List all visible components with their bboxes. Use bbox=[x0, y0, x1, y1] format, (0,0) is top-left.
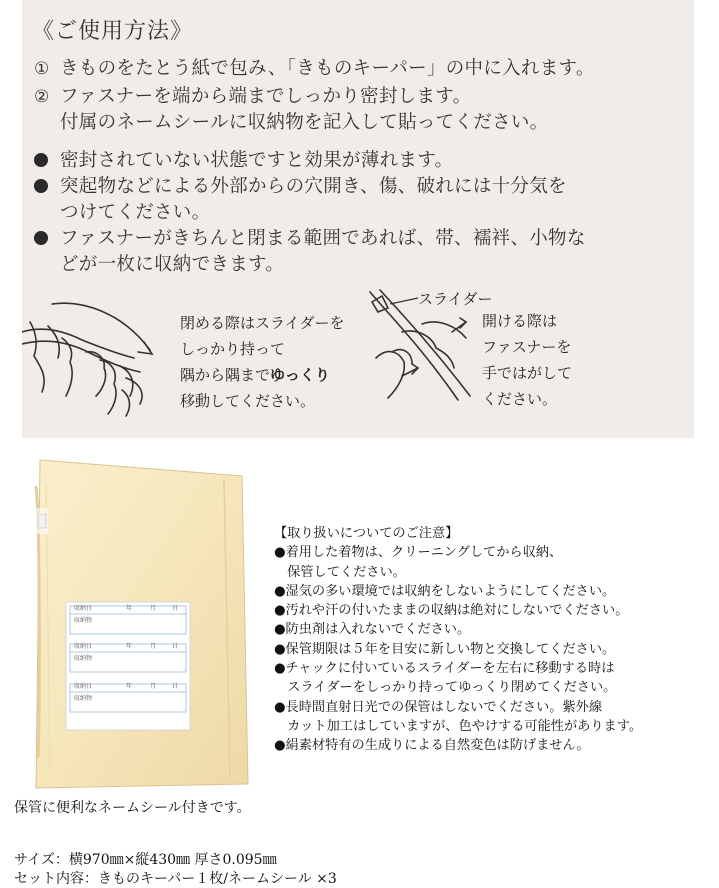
usage-title: 《ご使用方法》 bbox=[32, 19, 194, 44]
sticker-1-month: 月 bbox=[150, 605, 157, 612]
notice-line: 保管してください。 bbox=[274, 564, 406, 580]
bullet-1 bbox=[34, 146, 453, 172]
open-instructions bbox=[482, 308, 572, 412]
bullet-dot bbox=[34, 179, 48, 193]
sticker-3-year: 年 bbox=[126, 683, 133, 690]
step-2-cont: 付属のネームシールに収納物を記入して貼ってください。 bbox=[60, 112, 549, 133]
open-line-3: 手ではがして bbox=[482, 364, 573, 382]
notice-line: ●着用した着物は、クリーニングしてから収納、 bbox=[274, 545, 563, 561]
open-line-2: ファスナーを bbox=[482, 338, 572, 356]
sticker-3-day: 日 bbox=[172, 683, 179, 690]
open-line-4: ください。 bbox=[482, 390, 558, 408]
open-line-1: 開ける際は bbox=[482, 312, 558, 330]
sticker-2-item-label: 収納物 bbox=[74, 655, 93, 662]
notice-title: 【取り扱いについてのご注意】 bbox=[274, 526, 459, 541]
slider-label: スライダー bbox=[418, 290, 493, 308]
bullet-dot bbox=[34, 153, 48, 167]
bullet-1-text: 密封されていない状態ですと効果が薄れます。 bbox=[60, 150, 454, 171]
sticker-1-day: 日 bbox=[172, 605, 179, 612]
close-instructions bbox=[180, 310, 345, 414]
sticker-1-year: 年 bbox=[126, 605, 133, 612]
step-2-num: ② bbox=[34, 87, 50, 107]
notice-line: ●湿気の多い環境では収納をしないようにしてください。 bbox=[274, 583, 616, 599]
notice-line: ●チャックに付いているスライダーを左右に移動する時は bbox=[274, 661, 615, 677]
close-line-4: 移動してください。 bbox=[180, 392, 316, 410]
step-2-text: ファスナーを端から端までしっかり密封します。 bbox=[60, 86, 472, 107]
notice-line: カット加工はしていますが、色やけする可能性があります。 bbox=[274, 718, 643, 734]
sticker-2-year: 年 bbox=[126, 643, 133, 650]
sticker-1-item-label: 収納物 bbox=[74, 617, 93, 624]
sticker-2-date-label: 収納日 bbox=[74, 643, 93, 650]
close-line-2: しっかり持って bbox=[180, 340, 286, 358]
notice-line: スライダーをしっかり持ってゆっくり閉めてください。 bbox=[274, 680, 617, 696]
notice-line: ●防虫剤は入れないでください。 bbox=[274, 622, 471, 638]
close-line-1: 閉める際はスライダーを bbox=[180, 314, 345, 332]
notice-line: ●絹素材特有の生成りによる自然変色は防げません。 bbox=[274, 738, 590, 754]
step-2 bbox=[34, 82, 471, 108]
close-line-3-text: 隅から隅まで bbox=[180, 366, 271, 384]
close-line-3 bbox=[180, 362, 345, 388]
bullet-2 bbox=[34, 172, 567, 198]
step-1-text: きものをたとう紙で包み、「きものキーパー」の中に入れます。 bbox=[60, 58, 595, 79]
sticker-1-date-label: 収納日 bbox=[74, 605, 93, 612]
sticker-3-month: 月 bbox=[150, 683, 157, 690]
sticker-caption: 保管に便利なネームシール付きです。 bbox=[14, 800, 251, 816]
sticker-1 bbox=[70, 602, 186, 630]
spec-contents: セット内容：きものキーパー１枚/ネームシール ×3 bbox=[14, 871, 337, 887]
bullet-3-cont: どが一枚に収納できます。 bbox=[60, 254, 285, 275]
bullet-2-text: 突起物などによる外部からの穴開き、傷、破れには十分気を bbox=[60, 176, 567, 197]
bullet-2-cont: つけてください。 bbox=[60, 202, 211, 223]
sticker-3-date-label: 収納日 bbox=[74, 683, 93, 690]
notice-line: ●長時間直射日光での保管はしないでください。紫外線 bbox=[274, 699, 603, 715]
usage-panel bbox=[22, 0, 694, 438]
bullet-dot bbox=[34, 231, 48, 245]
close-hands-illustration bbox=[22, 292, 182, 422]
handling-notice bbox=[274, 524, 642, 756]
notice-line: ●汚れや汗の付いたままの収納は絶対にしないでください。 bbox=[274, 603, 629, 619]
sticker-2-month: 月 bbox=[150, 643, 157, 650]
sticker-2-day: 日 bbox=[172, 643, 179, 650]
bullet-3 bbox=[34, 224, 586, 250]
notice-line: ●保管期限は５年を目安に新しい物と交換してください。 bbox=[274, 641, 616, 657]
spec-size: サイズ：横970㎜×縦430㎜ 厚さ0.095㎜ bbox=[14, 852, 277, 868]
step-1 bbox=[34, 54, 595, 80]
sticker-2 bbox=[70, 640, 186, 668]
close-line-3-bold: ゆっくり bbox=[270, 366, 330, 384]
slider-pointer-line bbox=[390, 292, 420, 312]
sticker-3 bbox=[70, 680, 186, 708]
sticker-3-item-label: 収納物 bbox=[74, 695, 93, 702]
step-1-num: ① bbox=[34, 59, 50, 79]
bullet-3-text: ファスナーがきちんと閉まる範囲であれば、帯、襦袢、小物な bbox=[60, 228, 586, 249]
